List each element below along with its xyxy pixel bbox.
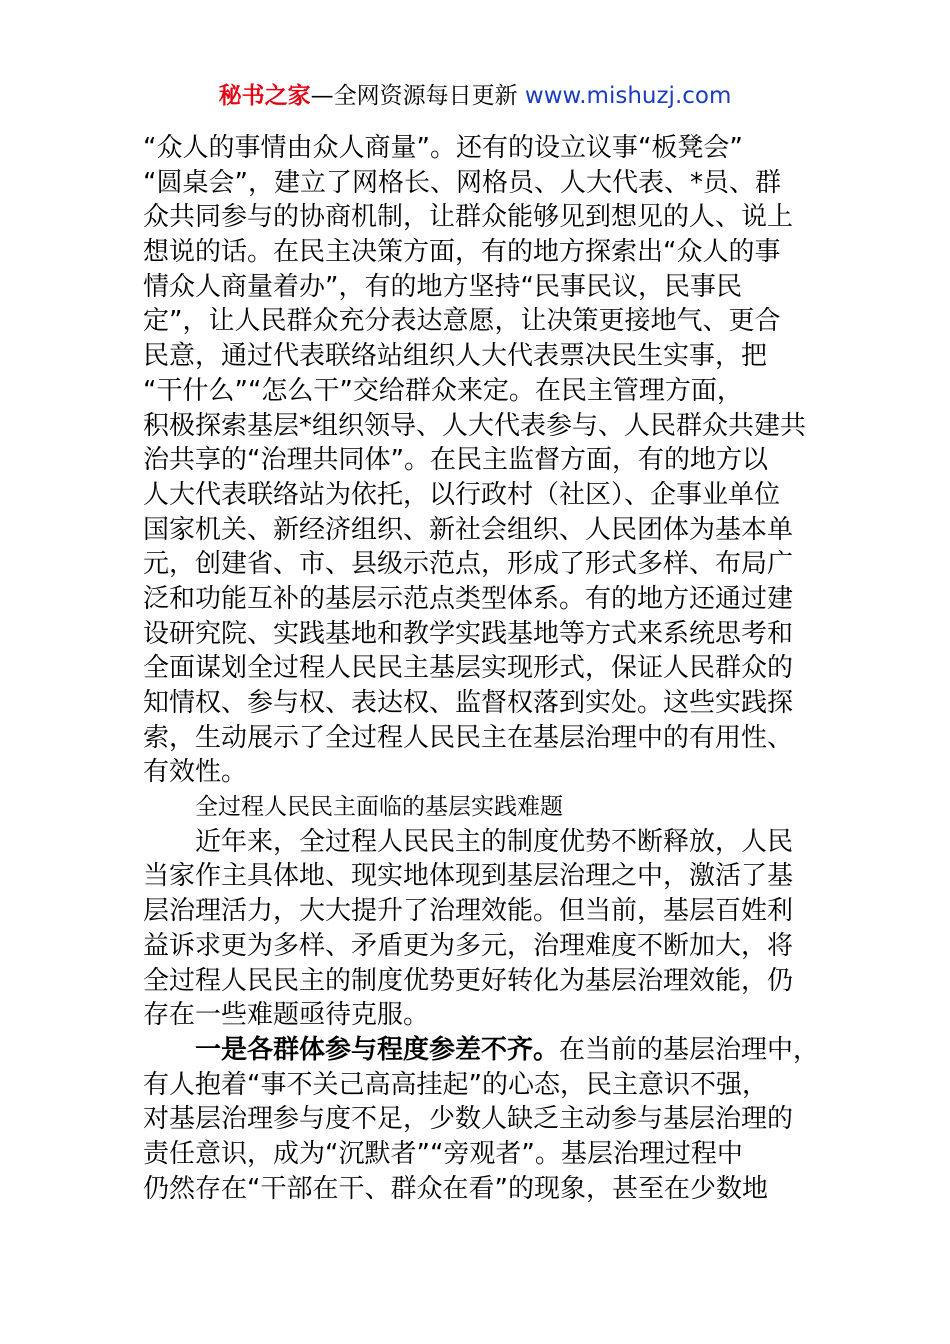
text-line: 设研究院、实践基地和教学实践基地等方式来系统思考和	[143, 618, 794, 649]
site-url[interactable]: www.mishuzj.com	[524, 83, 732, 109]
header-tagline: —全网资源每日更新	[310, 83, 525, 109]
text-line: 众共同参与的协商机制，让群众能够见到想见的人、说上	[143, 202, 794, 233]
text-line: 知情权、参与权、表达权、监督权落到实处。这些实践探	[143, 688, 794, 718]
text-line: 当家作主具体地、现实地体现到基层治理之中，激活了基	[143, 861, 794, 892]
text-line: 情众人商量着办”，有的地方坚持“民事民议，民事民	[143, 271, 742, 302]
brand-name: 秘书之家	[218, 83, 311, 109]
text-line: 全面谋划全过程人民民主基层实现形式，保证人民群众的	[143, 653, 794, 684]
text-line: 泛和功能互补的基层示范点类型体系。有的地方还通过建	[143, 583, 794, 614]
text-line: 民意，通过代表联络站组织人大代表票决民生实事，把	[143, 341, 768, 372]
paragraph-1	[143, 131, 823, 790]
text-line: 仍然存在“干部在干、群众在看”的现象，甚至在少数地	[143, 1173, 768, 1204]
paragraph-3	[143, 1033, 823, 1206]
text-line: 索，生动展示了全过程人民民主在基层治理中的有用性、	[143, 722, 794, 753]
section-heading: 全过程人民民主面临的基层实践难题	[195, 794, 563, 821]
text-line: 层治理活力，大大提升了治理效能。但当前，基层百姓利	[143, 896, 794, 927]
text-line: “干什么”“怎么干”交给群众来定。在民主管理方面，	[143, 375, 743, 406]
text-line: 有人抱着“事不关己高高挂起”的心态，民主意识不强，	[143, 1069, 768, 1100]
bold-lead: 一是各群体参与程度参差不齐。	[195, 1034, 560, 1065]
text-line: 益诉求更为多样、矛盾更为多元，治理难度不断加大，将	[143, 930, 794, 961]
text-line: 存在一些难题亟待克服。	[143, 1000, 430, 1031]
paragraph-2	[143, 825, 823, 1033]
text-line: 治共享的“治理共同体”。在民主监督方面，有的地方以	[143, 445, 768, 476]
text-line: 人大代表联络站为依托，以行政村（社区）、企事业单位	[143, 479, 781, 510]
text-line: 责任意识，成为“沉默者”“旁观者”。基层治理过程中	[143, 1138, 743, 1169]
text-line: 积极探索基层*组织领导、人大代表参与、人民群众共建共	[143, 410, 807, 441]
lead-rest: 在当前的基层治理中，	[559, 1034, 820, 1065]
text-line: 有效性。	[143, 757, 248, 788]
site-header	[0, 80, 950, 112]
document-body	[143, 131, 823, 1206]
text-line	[143, 1033, 823, 1068]
text-line: 对基层治理参与度不足，少数人缺乏主动参与基层治理的	[143, 1104, 794, 1135]
text-line: 想说的话。在民主决策方面，有的地方探索出“众人的事	[143, 237, 781, 268]
text-line: 近年来，全过程人民民主的制度优势不断释放，人民	[195, 826, 794, 857]
text-line: “圆桌会”，建立了网格长、网格员、人大代表、*员、群	[143, 167, 781, 198]
text-line: 全过程人民民主的制度优势更好转化为基层治理效能，仍	[143, 965, 794, 996]
text-line: 元，创建省、市、县级示范点，形成了形式多样、布局广	[143, 549, 794, 580]
text-line: “众人的事情由众人商量”。还有的设立议事“板凳会”	[143, 133, 743, 163]
text-line: 定”，让人民群众充分表达意愿，让决策更接地气、更合	[143, 306, 781, 337]
text-line: 国家机关、新经济组织、新社会组织、人民团体为基本单	[143, 514, 794, 545]
